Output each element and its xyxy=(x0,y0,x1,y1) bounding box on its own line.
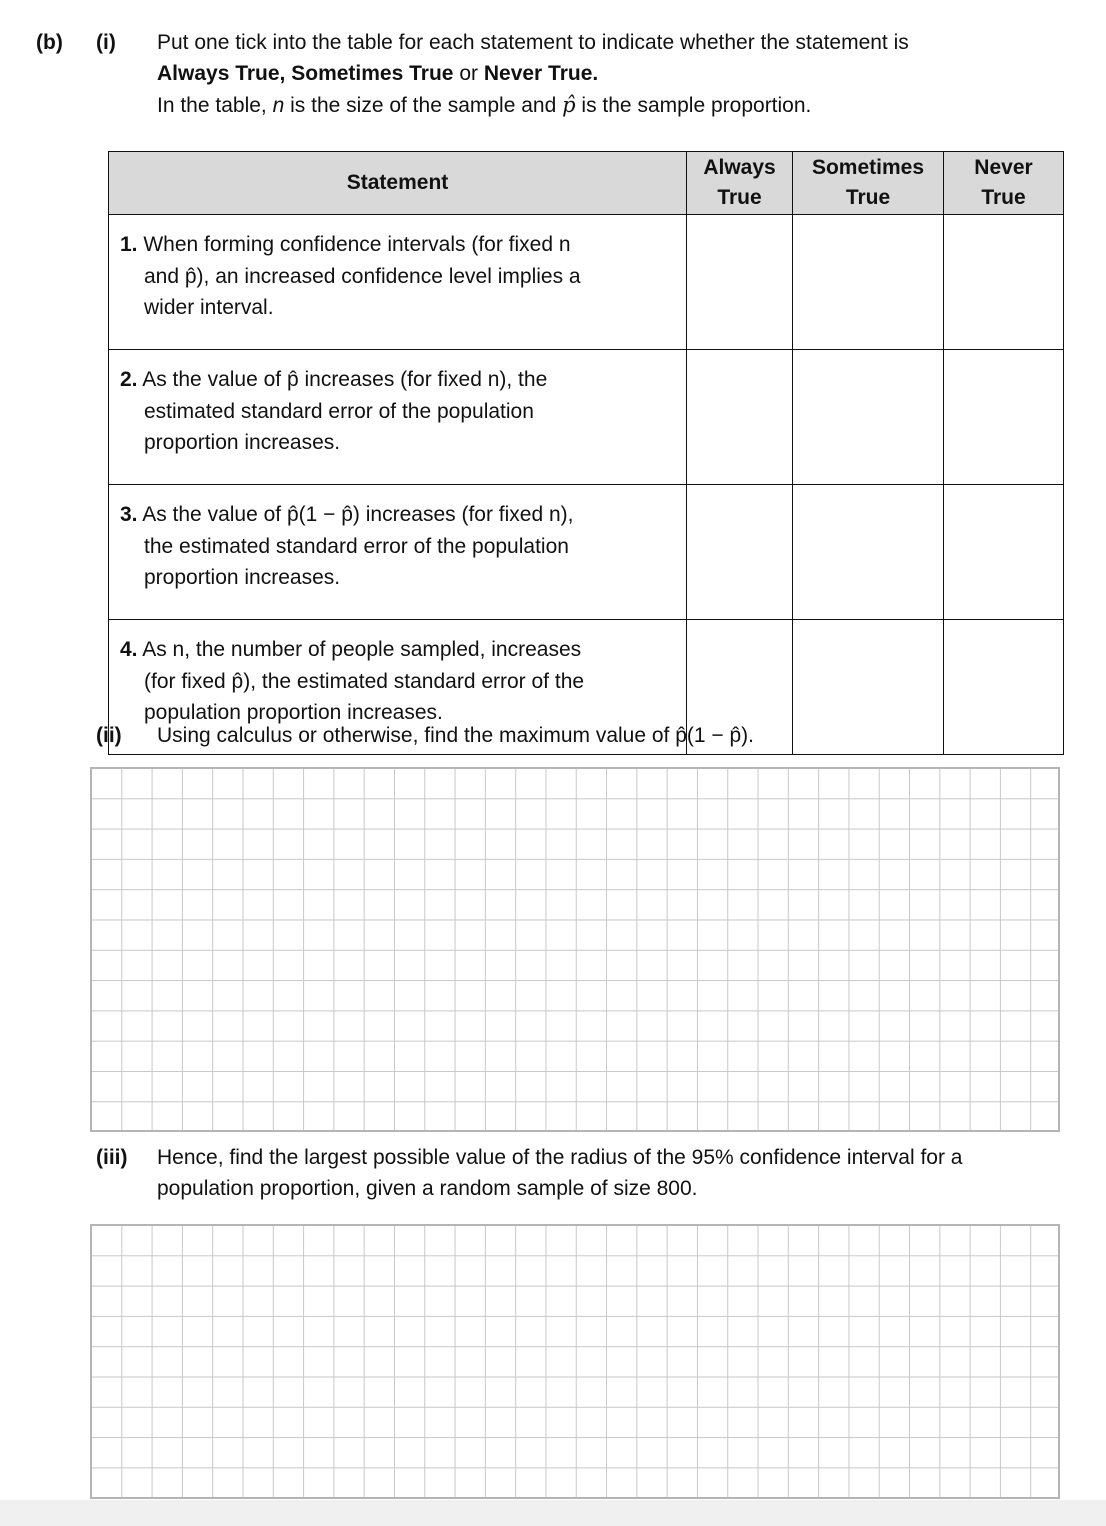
table-row xyxy=(109,350,1064,485)
sometimes-true-header: Sometimes True xyxy=(793,152,944,215)
never-true-term: Never True. xyxy=(483,62,599,85)
never-true-header: Never True xyxy=(944,152,1064,215)
instruction-line-3 xyxy=(157,90,811,121)
tick-cell-never-2[interactable] xyxy=(944,350,1064,485)
line3-text-c: is the sample proportion. xyxy=(581,94,812,117)
tick-cell-always-3[interactable] xyxy=(687,485,793,620)
instruction-line-2 xyxy=(157,59,598,89)
sometimes-true-term: Sometimes True xyxy=(291,62,454,85)
part-label: (b) xyxy=(36,31,63,54)
part-i-label: (i) xyxy=(96,31,116,54)
tick-cell-sometimes-4[interactable] xyxy=(793,620,944,755)
tick-cell-never-4[interactable] xyxy=(944,620,1064,755)
statement-4: 4. As n, the number of people sampled, increases (for fixed p̂), the estimated standard error of the population proportion increases. xyxy=(109,620,687,755)
statement-1: 1. When forming confidence intervals (for fixed n and p̂), an increased confidence level implies a wider interval. xyxy=(109,215,687,350)
statement-2: 2. As the value of p̂ increases (for fixed n), the estimated standard error of the population proportion increases. xyxy=(109,350,687,485)
part-iii-label: (iii) xyxy=(96,1146,128,1169)
page-bottom-edge xyxy=(0,1500,1106,1526)
tick-cell-never-3[interactable] xyxy=(944,485,1064,620)
table-row xyxy=(109,485,1064,620)
part-ii-label: (ii) xyxy=(96,724,122,747)
instruction-line-1: Put one tick into the table for each statement to indicate whether the statement is xyxy=(157,31,909,54)
part-iii-question-line-2: population proportion, given a random sample of size 800. xyxy=(157,1177,698,1200)
tick-cell-always-2[interactable] xyxy=(687,350,793,485)
line3-text-b: is the size of the sample and xyxy=(290,94,557,117)
part-ii-question: Using calculus or otherwise, find the maximum value of p̂(1 − p̂). xyxy=(157,724,755,747)
tick-cell-never-1[interactable] xyxy=(944,215,1064,350)
statement-3: 3. As the value of p̂(1 − p̂) increases (for fixed n), the estimated standard error of the population proportion increases. xyxy=(109,485,687,620)
line3-text-a: In the table, xyxy=(157,94,267,117)
statement-header: Statement xyxy=(109,152,687,215)
answer-grid-iii[interactable] xyxy=(90,1224,1060,1499)
table-header-row xyxy=(109,152,1064,215)
part-iii-question-line-1: Hence, find the largest possible value of the radius of the 95% confidence interval for a xyxy=(157,1146,963,1169)
always-true-term: Always True, xyxy=(157,62,286,85)
n-symbol: n xyxy=(272,94,285,117)
or-word: or xyxy=(459,62,478,85)
table-row xyxy=(109,215,1064,350)
tick-cell-sometimes-1[interactable] xyxy=(793,215,944,350)
tick-cell-sometimes-3[interactable] xyxy=(793,485,944,620)
always-true-header: Always True xyxy=(687,152,793,215)
tick-table xyxy=(108,151,1064,755)
answer-grid-ii[interactable] xyxy=(90,767,1060,1132)
tick-cell-sometimes-2[interactable] xyxy=(793,350,944,485)
p-hat-symbol: p̂ xyxy=(562,93,576,117)
tick-cell-always-1[interactable] xyxy=(687,215,793,350)
